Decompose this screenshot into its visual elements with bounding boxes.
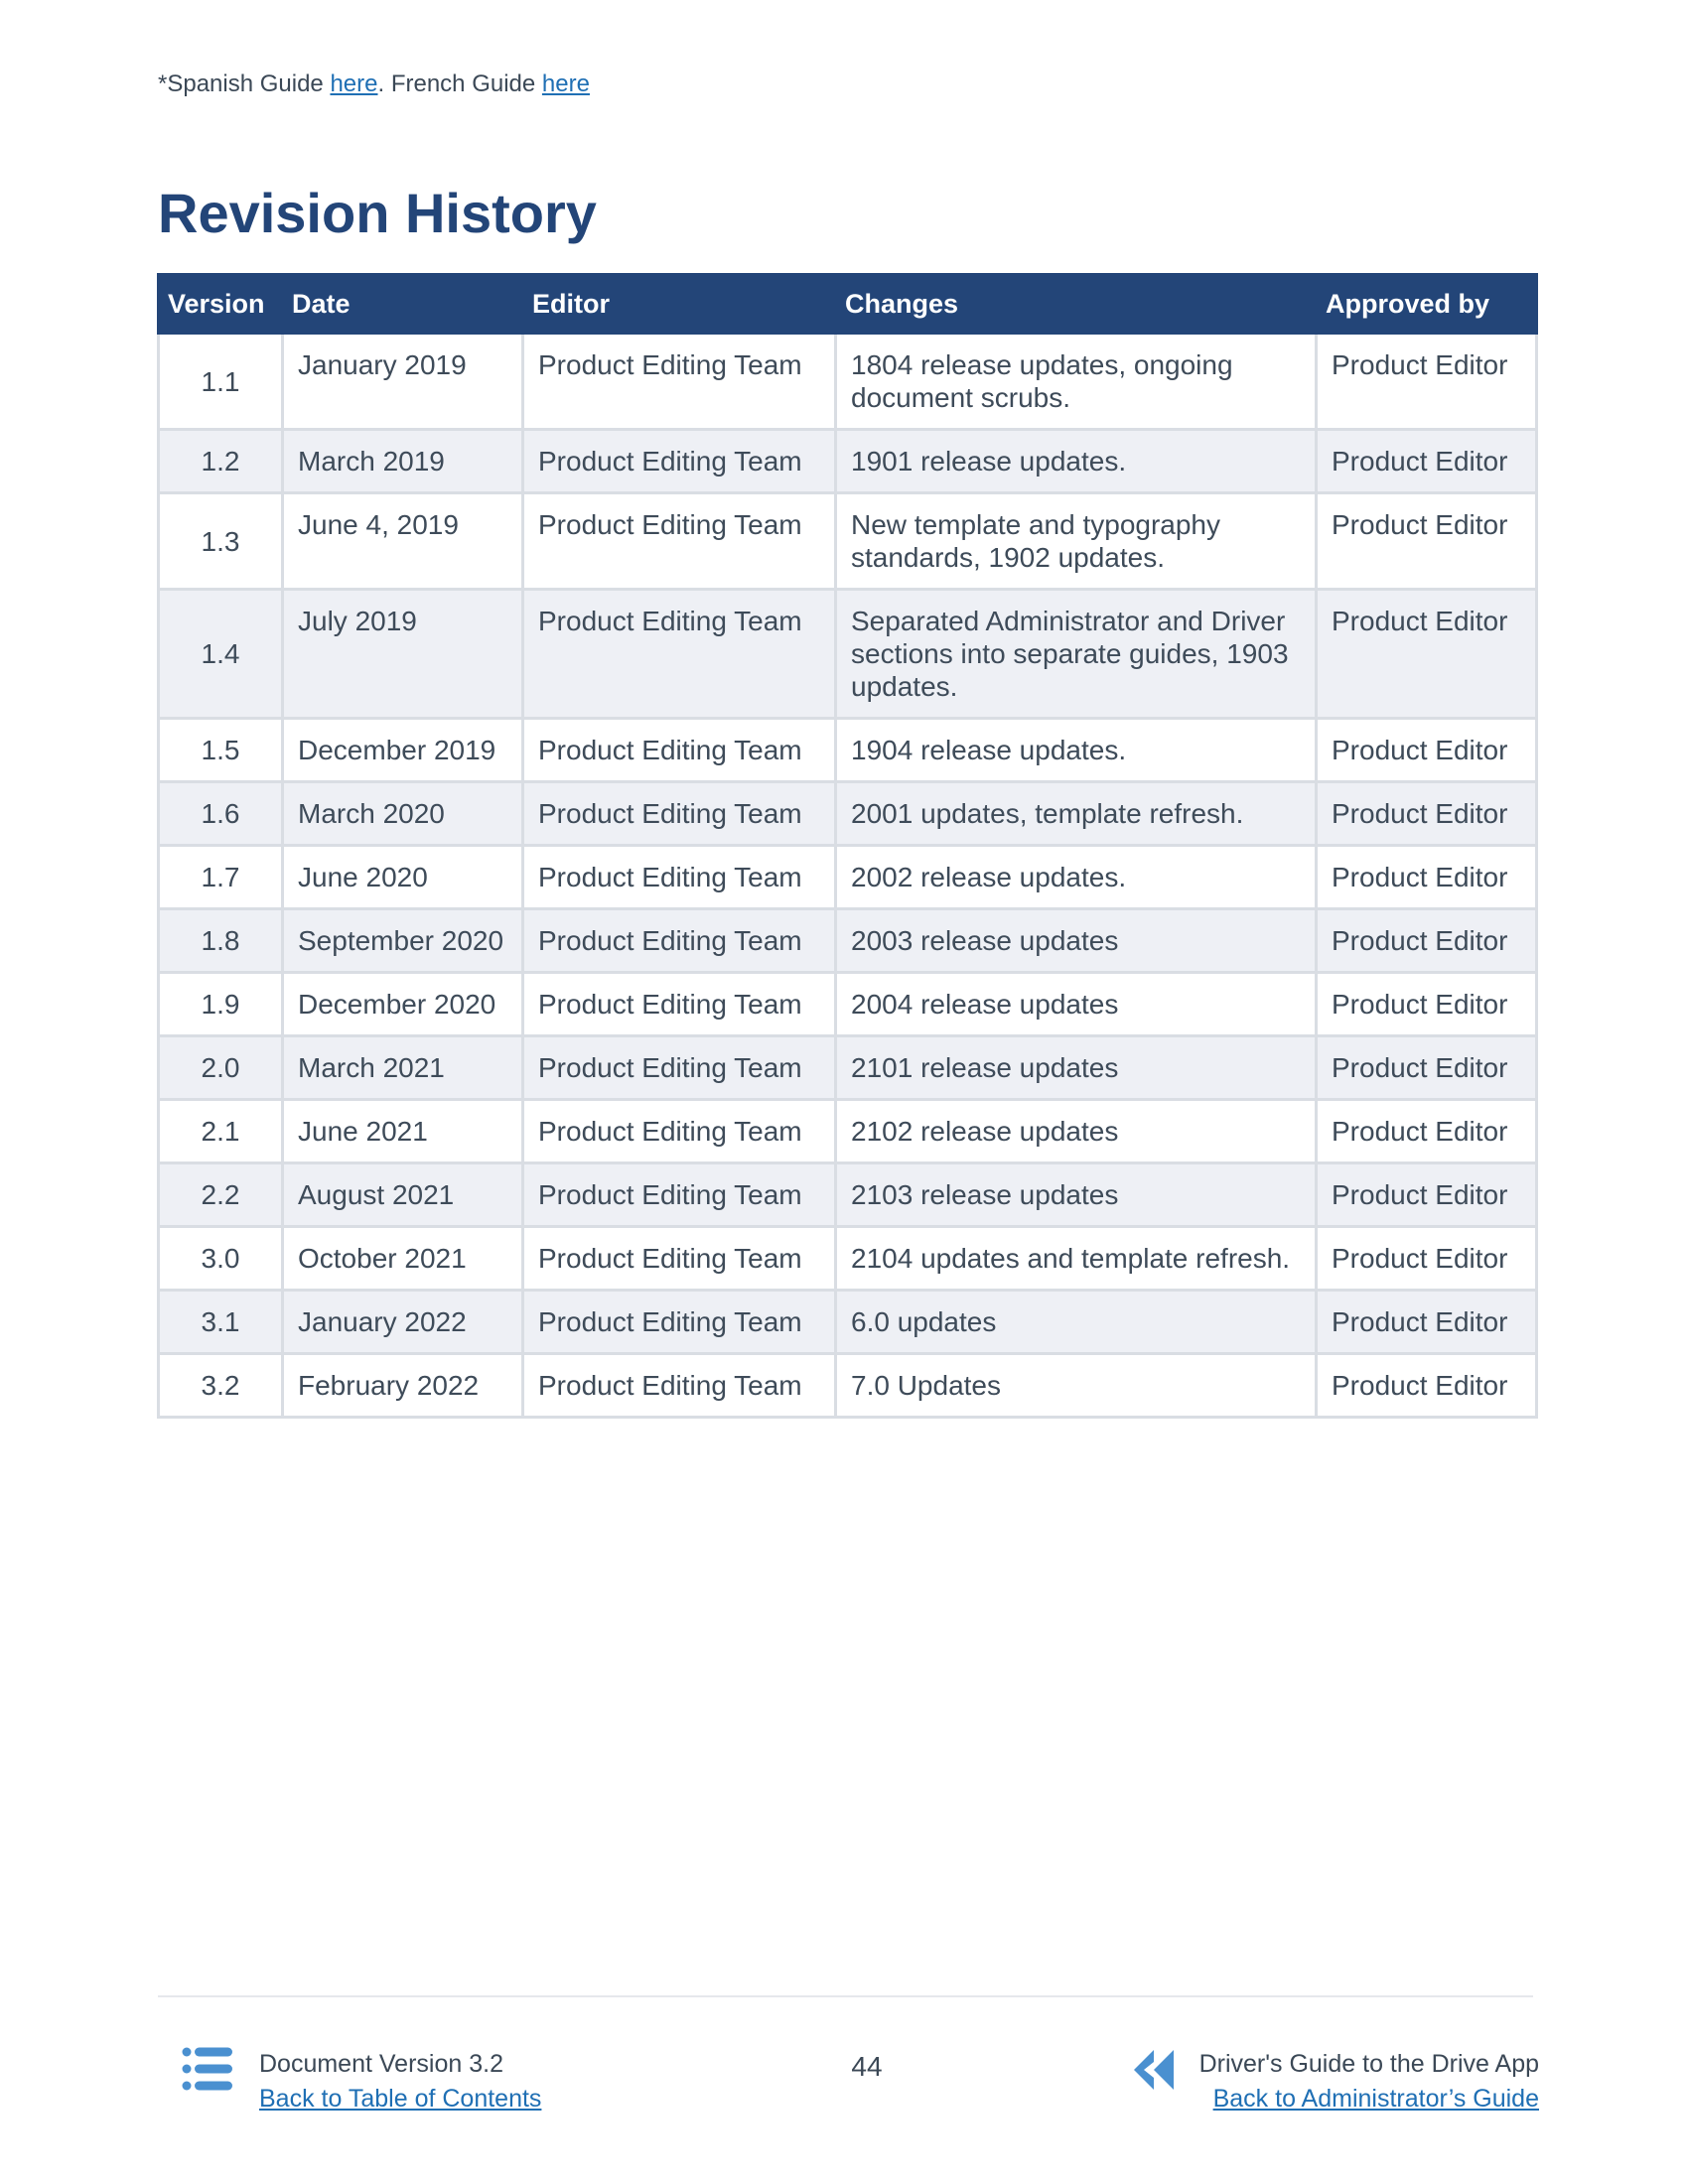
column-header-version: Version — [159, 275, 283, 334]
version-cell: 1.7 — [159, 846, 283, 909]
table-row — [159, 909, 1537, 973]
version-cell: 3.1 — [159, 1291, 283, 1354]
version-cell: 1.3 — [159, 493, 283, 590]
editor-cell: Product Editing Team — [523, 1291, 836, 1354]
changes-cell: 2104 updates and template refresh. — [836, 1227, 1317, 1291]
table-row — [159, 590, 1537, 719]
approved-by-cell: Product Editor — [1317, 1291, 1537, 1354]
page-number: 44 — [851, 2051, 883, 2082]
page-title: Revision History — [158, 182, 597, 244]
editor-cell: Product Editing Team — [523, 334, 836, 430]
table-row — [159, 1227, 1537, 1291]
changes-cell: 1804 release updates, ongoing document scrubs. — [836, 334, 1317, 430]
version-cell: 1.6 — [159, 782, 283, 846]
version-cell: 1.5 — [159, 719, 283, 782]
version-cell: 2.0 — [159, 1036, 283, 1100]
date-cell: March 2020 — [283, 782, 523, 846]
table-row — [159, 1291, 1537, 1354]
language-guides-line — [158, 69, 590, 99]
date-cell: January 2019 — [283, 334, 523, 430]
editor-cell: Product Editing Team — [523, 1100, 836, 1163]
rewind-icon[interactable] — [1130, 2048, 1178, 2092]
back-to-admin-guide-link[interactable]: Back to Administrator’s Guide — [1212, 2085, 1539, 2113]
table-row — [159, 846, 1537, 909]
changes-cell: 2004 release updates — [836, 973, 1317, 1036]
guide-title: Driver's Guide to the Drive App — [1198, 2050, 1539, 2078]
approved-by-cell: Product Editor — [1317, 590, 1537, 719]
approved-by-cell: Product Editor — [1317, 1354, 1537, 1418]
date-cell: December 2020 — [283, 973, 523, 1036]
table-row — [159, 973, 1537, 1036]
date-cell: September 2020 — [283, 909, 523, 973]
editor-cell: Product Editing Team — [523, 1163, 836, 1227]
table-row — [159, 1354, 1537, 1418]
version-cell: 1.8 — [159, 909, 283, 973]
editor-cell: Product Editing Team — [523, 1227, 836, 1291]
approved-by-cell: Product Editor — [1317, 1227, 1537, 1291]
changes-cell: Separated Administrator and Driver sections into separate guides, 1903 updates. — [836, 590, 1317, 719]
footer-right — [1199, 2047, 1539, 2116]
editor-cell: Product Editing Team — [523, 909, 836, 973]
date-cell: June 2021 — [283, 1100, 523, 1163]
version-cell: 1.2 — [159, 430, 283, 493]
table-row — [159, 493, 1537, 590]
date-cell: June 4, 2019 — [283, 493, 523, 590]
table-row — [159, 719, 1537, 782]
editor-cell: Product Editing Team — [523, 430, 836, 493]
approved-by-cell: Product Editor — [1317, 334, 1537, 430]
table-row — [159, 1036, 1537, 1100]
french-guide-text: . French Guide — [377, 70, 542, 97]
back-to-toc-link[interactable]: Back to Table of Contents — [259, 2085, 542, 2113]
changes-cell: 2002 release updates. — [836, 846, 1317, 909]
editor-cell: Product Editing Team — [523, 493, 836, 590]
approved-by-cell: Product Editor — [1317, 909, 1537, 973]
version-cell: 3.0 — [159, 1227, 283, 1291]
approved-by-cell: Product Editor — [1317, 973, 1537, 1036]
date-cell: December 2019 — [283, 719, 523, 782]
version-cell: 2.2 — [159, 1163, 283, 1227]
column-header-approved-by: Approved by — [1317, 275, 1537, 334]
approved-by-cell: Product Editor — [1317, 493, 1537, 590]
changes-cell: 7.0 Updates — [836, 1354, 1317, 1418]
changes-cell: 2003 release updates — [836, 909, 1317, 973]
version-cell: 1.9 — [159, 973, 283, 1036]
changes-cell: 2102 release updates — [836, 1100, 1317, 1163]
version-cell: 1.4 — [159, 590, 283, 719]
table-row — [159, 1100, 1537, 1163]
editor-cell: Product Editing Team — [523, 590, 836, 719]
date-cell: February 2022 — [283, 1354, 523, 1418]
document-version: Document Version 3.2 — [259, 2050, 503, 2078]
version-cell: 2.1 — [159, 1100, 283, 1163]
editor-cell: Product Editing Team — [523, 846, 836, 909]
table-row — [159, 334, 1537, 430]
version-cell: 3.2 — [159, 1354, 283, 1418]
changes-cell: 2103 release updates — [836, 1163, 1317, 1227]
changes-cell: 1901 release updates. — [836, 430, 1317, 493]
editor-cell: Product Editing Team — [523, 719, 836, 782]
date-cell: October 2021 — [283, 1227, 523, 1291]
column-header-date: Date — [283, 275, 523, 334]
editor-cell: Product Editing Team — [523, 1354, 836, 1418]
approved-by-cell: Product Editor — [1317, 719, 1537, 782]
changes-cell: 1904 release updates. — [836, 719, 1317, 782]
approved-by-cell: Product Editor — [1317, 1100, 1537, 1163]
date-cell: June 2020 — [283, 846, 523, 909]
approved-by-cell: Product Editor — [1317, 430, 1537, 493]
table-header-row — [159, 275, 1537, 334]
changes-cell: 2001 updates, template refresh. — [836, 782, 1317, 846]
table-row — [159, 1163, 1537, 1227]
editor-cell: Product Editing Team — [523, 1036, 836, 1100]
editor-cell: Product Editing Team — [523, 973, 836, 1036]
date-cell: July 2019 — [283, 590, 523, 719]
table-row — [159, 430, 1537, 493]
footer-divider — [158, 1995, 1533, 1997]
footer-left — [259, 2047, 541, 2116]
revision-history-table — [157, 273, 1538, 1419]
date-cell: August 2021 — [283, 1163, 523, 1227]
spanish-guide-text: *Spanish Guide — [158, 70, 331, 97]
column-header-editor: Editor — [523, 275, 836, 334]
date-cell: March 2021 — [283, 1036, 523, 1100]
date-cell: January 2022 — [283, 1291, 523, 1354]
approved-by-cell: Product Editor — [1317, 1163, 1537, 1227]
spanish-guide-link[interactable]: here — [330, 70, 378, 97]
editor-cell: Product Editing Team — [523, 782, 836, 846]
approved-by-cell: Product Editor — [1317, 846, 1537, 909]
list-icon[interactable] — [182, 2047, 233, 2091]
changes-cell: New template and typography standards, 1902 updates. — [836, 493, 1317, 590]
date-cell: March 2019 — [283, 430, 523, 493]
version-cell: 1.1 — [159, 334, 283, 430]
french-guide-link[interactable]: here — [541, 70, 590, 97]
table-row — [159, 782, 1537, 846]
changes-cell: 2101 release updates — [836, 1036, 1317, 1100]
changes-cell: 6.0 updates — [836, 1291, 1317, 1354]
column-header-changes: Changes — [836, 275, 1317, 334]
approved-by-cell: Product Editor — [1317, 1036, 1537, 1100]
approved-by-cell: Product Editor — [1317, 782, 1537, 846]
